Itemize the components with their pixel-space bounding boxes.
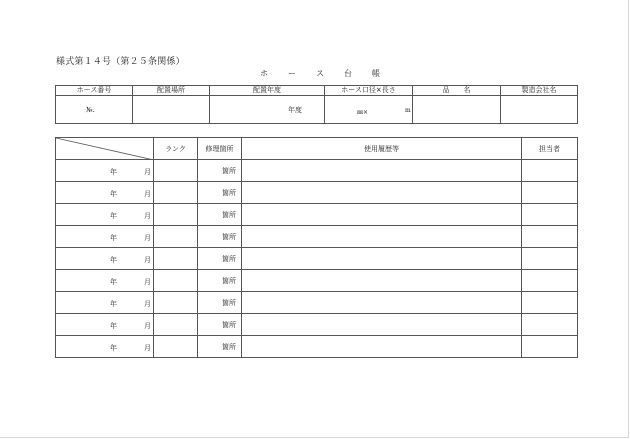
- year-cell[interactable]: 年度: [210, 96, 325, 124]
- table-row: [56, 270, 578, 292]
- repair-count-cell[interactable]: 箇所: [198, 182, 242, 204]
- diagonal-header-cell: [56, 138, 154, 160]
- person-in-charge-cell[interactable]: [522, 160, 578, 182]
- date-cell[interactable]: [56, 160, 154, 182]
- rank-cell[interactable]: [154, 160, 198, 182]
- date-cell[interactable]: [56, 226, 154, 248]
- year-label: 年: [110, 212, 117, 220]
- usage-history-cell[interactable]: [242, 336, 522, 358]
- table-row: [56, 292, 578, 314]
- location-header: 配置場所: [133, 86, 210, 96]
- title-char: ー: [288, 69, 296, 78]
- rank-cell[interactable]: [154, 292, 198, 314]
- title-char: ホ: [260, 69, 268, 78]
- person-in-charge-cell[interactable]: [522, 270, 578, 292]
- hose-number-header: ホース番号: [56, 86, 133, 96]
- person-in-charge-cell[interactable]: [522, 336, 578, 358]
- repair-count-cell[interactable]: 箇所: [198, 160, 242, 182]
- manufacturer-header: 製造会社名: [501, 86, 578, 96]
- year-label: 年: [110, 256, 117, 264]
- month-label: 月: [144, 256, 151, 264]
- rank-cell[interactable]: [154, 270, 198, 292]
- usage-history-cell[interactable]: [242, 182, 522, 204]
- page-title: [260, 68, 380, 79]
- month-label: 月: [144, 322, 151, 330]
- form-number: 様式第１４号（第２５条関係）: [56, 57, 185, 67]
- repair-header-row: [56, 138, 578, 160]
- repair-count-cell[interactable]: 箇所: [198, 226, 242, 248]
- repair-count-cell[interactable]: 箇所: [198, 314, 242, 336]
- product-name-cell[interactable]: [413, 96, 501, 124]
- title-char: 帳: [372, 69, 380, 78]
- month-label: 月: [144, 168, 151, 176]
- repair-count-cell[interactable]: 箇所: [198, 292, 242, 314]
- usage-history-cell[interactable]: [242, 248, 522, 270]
- table-row: [56, 160, 578, 182]
- title-char: ス: [316, 69, 324, 78]
- year-label: 年: [110, 234, 117, 242]
- table-row: [56, 248, 578, 270]
- hose-info-header-row: [56, 86, 578, 96]
- repair-count-cell[interactable]: 箇所: [198, 248, 242, 270]
- hose-info-table: [55, 85, 578, 124]
- month-label: 月: [144, 344, 151, 352]
- usage-history-cell[interactable]: [242, 160, 522, 182]
- hose-number-cell[interactable]: №.: [56, 96, 133, 124]
- table-row: [56, 204, 578, 226]
- usage-history-cell[interactable]: [242, 314, 522, 336]
- usage-history-header: 使用履歴等: [242, 138, 522, 160]
- date-cell[interactable]: [56, 292, 154, 314]
- month-label: 月: [144, 300, 151, 308]
- product-name-header: 品 名: [413, 86, 501, 96]
- m-unit: m: [405, 107, 411, 114]
- repair-history-table: [55, 137, 578, 358]
- date-cell[interactable]: [56, 182, 154, 204]
- date-cell[interactable]: [56, 204, 154, 226]
- mm-unit: ㎜×: [357, 109, 369, 116]
- date-cell[interactable]: [56, 270, 154, 292]
- year-header: 配置年度: [210, 86, 325, 96]
- month-label: 月: [144, 234, 151, 242]
- rank-cell[interactable]: [154, 314, 198, 336]
- month-label: 月: [144, 278, 151, 286]
- table-row: [56, 336, 578, 358]
- table-row: [56, 182, 578, 204]
- rank-cell[interactable]: [154, 204, 198, 226]
- repair-count-cell[interactable]: 箇所: [198, 336, 242, 358]
- month-label: 月: [144, 212, 151, 220]
- year-label: 年: [110, 190, 117, 198]
- usage-history-cell[interactable]: [242, 292, 522, 314]
- rank-cell[interactable]: [154, 226, 198, 248]
- person-in-charge-cell[interactable]: [522, 204, 578, 226]
- rank-cell[interactable]: [154, 336, 198, 358]
- table-row: [56, 226, 578, 248]
- manufacturer-cell[interactable]: [501, 96, 578, 124]
- location-cell[interactable]: [133, 96, 210, 124]
- repair-location-header: 修理箇所: [198, 138, 242, 160]
- usage-history-cell[interactable]: [242, 226, 522, 248]
- year-label: 年: [110, 344, 117, 352]
- usage-history-cell[interactable]: [242, 204, 522, 226]
- person-in-charge-cell[interactable]: [522, 314, 578, 336]
- repair-count-cell[interactable]: 箇所: [198, 204, 242, 226]
- table-row: [56, 314, 578, 336]
- rank-header: ランク: [154, 138, 198, 160]
- person-in-charge-cell[interactable]: [522, 292, 578, 314]
- person-in-charge-cell[interactable]: [522, 182, 578, 204]
- year-label: 年: [110, 168, 117, 176]
- rank-cell[interactable]: [154, 248, 198, 270]
- date-cell[interactable]: [56, 336, 154, 358]
- usage-history-cell[interactable]: [242, 270, 522, 292]
- year-label: 年: [110, 300, 117, 308]
- date-cell[interactable]: [56, 314, 154, 336]
- diagonal-line: [56, 138, 154, 160]
- year-label: 年: [110, 322, 117, 330]
- size-cell[interactable]: [325, 96, 413, 124]
- size-header: ホース口径×長さ: [325, 86, 413, 96]
- person-in-charge-cell[interactable]: [522, 226, 578, 248]
- hose-info-row: [56, 96, 578, 124]
- month-label: 月: [144, 190, 151, 198]
- date-cell[interactable]: [56, 248, 154, 270]
- year-label: 年: [110, 278, 117, 286]
- title-char: 台: [344, 69, 352, 78]
- person-in-charge-header: 担当者: [522, 138, 578, 160]
- person-in-charge-cell[interactable]: [522, 248, 578, 270]
- rank-cell[interactable]: [154, 182, 198, 204]
- repair-count-cell[interactable]: 箇所: [198, 270, 242, 292]
